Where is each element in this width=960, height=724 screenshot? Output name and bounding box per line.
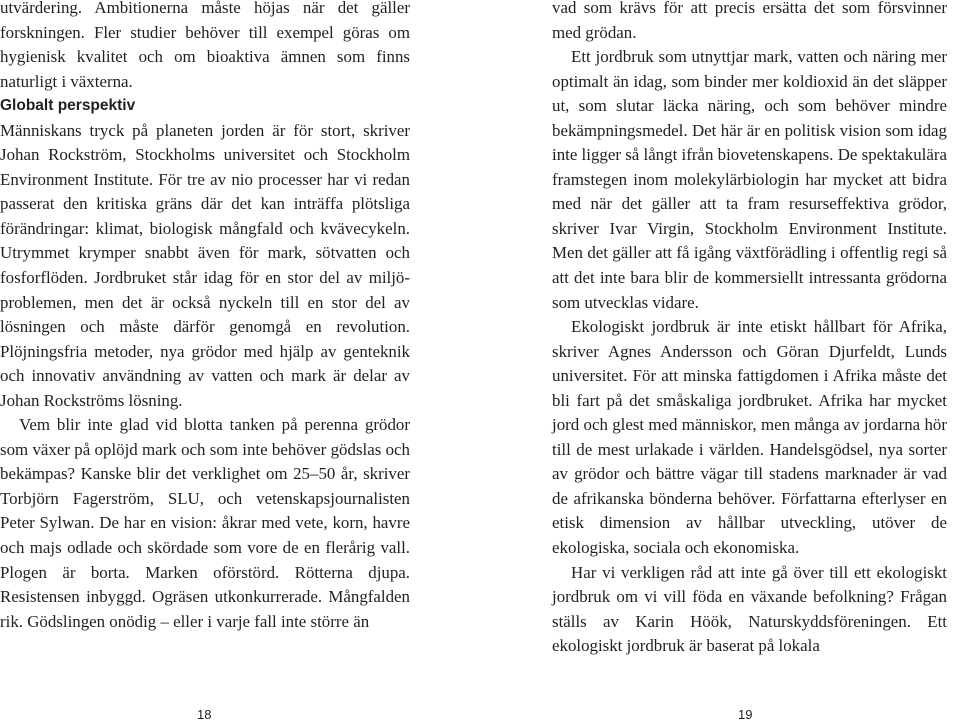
body-paragraph: vad som krävs för att precis ersätta det som försvinner med grödan. xyxy=(552,0,947,42)
body-paragraph: Vem blir inte glad vid blotta tanken på perenna grödor som växer på oplöjd mark och som inte behöver gödslas och bekämpas? Kanske blir det verklighet om 25–50 år, skriver Torbjörn Fagerström, SLU, och vetenskapsjournalisten Peter Sylwan. De har en vision: åkrar med vete, korn, havre och majs odlade och skördade som vore de en flerårig vall. Plogen är borta. Marken oförstörd. Rötterna djupa. Resistensen inbyggd. Ogräsen utkonkurrerade. Mångfalden rik. Gödslingen onödig – eller i varje fall inte större än xyxy=(0,415,410,631)
body-paragraph: Människans tryck på planeten jorden är för stort, skriver Johan Rockström, Stockholms universitet och Stockholm Environment Institute. För tre av nio processer har vi redan passerat den kritiska gräns där det kan inträffa plötsliga förändringar: klimat, biologisk mångfald och kvävecykeln. Utrymmet krymper snabbt även för mark, sötvatten och fosforflöden. Jordbruket står idag för en stor del av miljöproblemen, men det är också nyckeln till en stor del av lösningen och måste därför genomgå en revolution. Plöjningsfria metoder, nya grödor med hjälp av genteknik och innovativ användning av vatten och mark är delar av Johan Rockströms lösning. xyxy=(0,120,410,410)
page-number: 18 xyxy=(197,707,212,722)
section-heading: Globalt perspektiv xyxy=(0,97,136,115)
body-paragraph: Har vi verkligen råd att inte gå över till ett ekologiskt jordbruk om vi vill föda en växande befolkning? Frågan ställs av Karin Höök, Naturskyddsföreningen. Ett ekologiskt jordbruk är baserat på lokala xyxy=(552,562,947,656)
left-text-column xyxy=(0,0,410,634)
body-paragraph: Ekologiskt jordbruk är inte etiskt hållbart för Afrika, skriver Agnes Andersson och Göran Djurfeldt, Lunds universitet. För att minska fattigdomen i Afrika måste det bli fart på det småskaliga jordbruket. Afrika har mycket jord och glest med människor, men många av jordarna hör till de mest urlakade i världen. Handelsgödsel, nya sorter av grödor och bättre vägar till stadens marknader är vad de afrikanska bönderna behöver. Författarna efterlyser en etisk dimension av hållbar utveckling, utöver de ekologiska, sociala och ekonomiska. xyxy=(552,317,947,558)
page-number: 19 xyxy=(738,707,753,722)
intro-paragraph: utvärdering. Ambitionerna måste höjas när det gäller forskningen. Fler studier behöver till exempel göras om hygienisk kvalitet och om bioaktiva ämnen som finns naturligt i växterna. xyxy=(0,0,410,91)
right-page xyxy=(480,0,960,724)
body-paragraph: Ett jordbruk som utnyttjar mark, vatten och näring mer optimalt än idag, som binder mer koldioxid än det släpper ut, som slutar läcka näring, och som behöver mindre bekämpningsmedel. Det här är en politisk vision som idag inte ligger så långt ifrån biovetenskapens. De spektakulära framstegen inom molekylärbiologin har mycket att bidra med när det gäller att ta fram resurseffektiva grödor, skriver Ivar Virgin, Stockholm Environment Institute. Men det gäller att få igång växtförädling i offentlig regi så att det inte bara blir de kommersiellt intressanta grödorna som utvecklas vidare. xyxy=(552,47,947,312)
right-text-column xyxy=(552,0,947,659)
